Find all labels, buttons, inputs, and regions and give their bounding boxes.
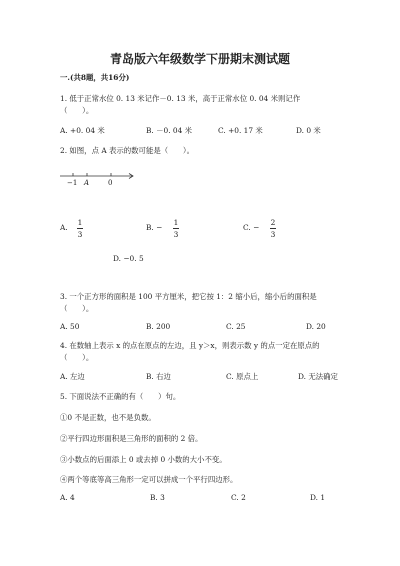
- section-heading: 一.(共8题，共16分): [60, 73, 130, 82]
- q4-option-c: C. 原点上: [226, 372, 259, 381]
- q1-stem-line1: 1. 低于正常水位 0. 13 米记作－0. 13 米，高于正常水位 0. 04 米则记作: [60, 94, 301, 103]
- fraction-bar: [77, 228, 83, 229]
- q2-option-a-fraction: [77, 219, 83, 239]
- q1-stem-line2: （ ）。: [60, 106, 94, 115]
- q5-stem: 5. 下面说法不正确的有（ ）句。: [60, 392, 181, 401]
- label-minus-one: −1: [67, 179, 78, 187]
- q3-option-c: C. 25: [226, 322, 246, 331]
- q5-option-a: A. 4: [60, 493, 75, 502]
- q5-option-b: B. 3: [150, 493, 165, 502]
- q3-option-a: A. 50: [60, 322, 80, 331]
- q4-option-b: B. 右边: [146, 372, 171, 381]
- fraction-denominator: 3: [270, 230, 276, 240]
- q5-option-d: D. 1: [310, 493, 326, 502]
- exam-title: 青岛版六年级数学下册期末测试题: [109, 52, 290, 66]
- q2-option-b-fraction: [173, 219, 179, 239]
- q5-statement-4: ④两个等底等高三角形一定可以拼成一个平行四边形。: [60, 475, 238, 484]
- fraction-denominator: 3: [173, 230, 179, 240]
- q2-option-c-fraction: [270, 219, 276, 239]
- q4-stem-line2: （ ）。: [60, 353, 94, 362]
- q2-option-c-letter: C. −: [243, 223, 260, 232]
- q5-statement-2: ②平行四边形面积是三角形的面积的 2 倍。: [60, 434, 203, 443]
- q1-option-d: D. 0 米: [296, 126, 321, 135]
- q1-option-c: C. +0. 17 米: [218, 126, 263, 135]
- q2-option-b-letter: B. −: [146, 223, 163, 232]
- q4-option-d: D. 无法确定: [298, 372, 338, 381]
- fraction-numerator: 1: [77, 218, 83, 227]
- q2-stem: 2. 如图，点 A 表示的数可能是（ ）。: [60, 146, 194, 155]
- fraction-bar: [270, 228, 276, 229]
- fraction-bar: [173, 228, 179, 229]
- q3-stem-line1: 3. 一个正方形的面积是 100 平方厘米，把它按 1：2 缩小后，缩小后的面积是: [60, 292, 317, 301]
- fraction-numerator: 2: [270, 218, 276, 227]
- q3-option-d: D. 20: [306, 322, 326, 331]
- q5-option-c: C. 2: [231, 493, 246, 502]
- q2-option-d: D. −0. 5: [113, 254, 144, 263]
- q3-stem-line2: （ ）。: [60, 304, 94, 313]
- q1-option-b: B. －0. 04 米: [146, 126, 193, 135]
- q5-statement-3: ③小数点的后面添上 0 或去掉 0 小数的大小不变。: [60, 455, 227, 464]
- q4-stem-line1: 4. 在数轴上表示 x 的点在原点的左边，且 y＞x，则表示数 y 的点一定在原点的: [60, 341, 320, 350]
- fraction-denominator: 3: [77, 230, 83, 240]
- fraction-numerator: 1: [173, 218, 179, 227]
- q1-option-a: A. +0. 04 米: [60, 126, 105, 135]
- q5-statement-1: ①0 不是正数，也不是负数。: [60, 413, 156, 422]
- q2-option-a-letter: A.: [60, 223, 68, 232]
- label-point-a: A: [84, 179, 90, 187]
- q4-option-a: A. 左边: [60, 372, 85, 381]
- label-zero: 0: [108, 179, 113, 187]
- q3-option-b: B. 200: [146, 322, 171, 331]
